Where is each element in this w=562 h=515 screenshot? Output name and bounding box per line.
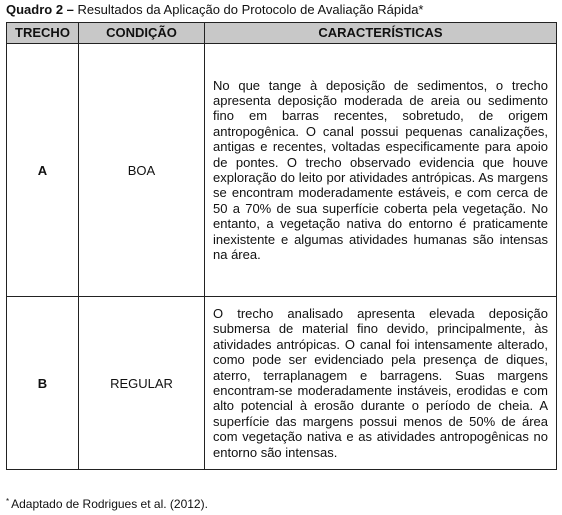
cell-trecho: A <box>7 44 79 297</box>
table-row <box>7 297 557 470</box>
caption-text: Resultados da Aplicação do Protocolo de Avaliação Rápida* <box>77 2 424 17</box>
table-row <box>7 44 557 297</box>
cell-caracteristicas <box>205 297 557 470</box>
footnote-text: Adaptado de Rodrigues et al. (2012). <box>11 497 208 511</box>
header-condicao: CONDIÇÃO <box>79 23 205 44</box>
cell-trecho: B <box>7 297 79 470</box>
table-header-row <box>7 23 557 44</box>
cell-condicao: BOA <box>79 44 205 297</box>
caption-label: Quadro 2 – <box>6 2 74 17</box>
caracteristicas-text: O trecho analisado apresenta elevada deposição submersa de material fino devido, principalmente, às atividades antrópicas. O canal foi intensamente alterado, como pode ser evidenciado pela presença de diques, aterro, terraplanagem e barragens. Suas margens encontram-se moderadamente instáveis, erodidas e com alto potencial à erosão durante o período de cheia. A superfície das margens possui menos de 50% de área com vegetação nativa e as atividades antropogênicas no entorno são intensas. <box>213 305 548 460</box>
caracteristicas-text: No que tange à deposição de sedimentos, o trecho apresenta deposição moderada de areia ou sedimento fino em barras recentes, sobretudo, de origem antropogênica. O canal possui pequenas canalizações, antigas e recentes, voltadas especificamente para apoio de pontes. O trecho observado evidencia que houve exploração do leito por atividades antrópicas. As margens se encontram moderadamente estáveis, e com cerca de 50 a 70% de sua superfície coberta pela vegetação. No entanto, a vegetação nativa do entorno é praticamente inexistente e algumas atividades humanas são intensas na área. <box>213 77 548 263</box>
footnote <box>6 497 208 511</box>
header-trecho: TRECHO <box>7 23 79 44</box>
footnote-marker: * <box>6 497 10 506</box>
table-caption <box>6 2 556 18</box>
cell-condicao: REGULAR <box>79 297 205 470</box>
header-caracteristicas: CARACTERÍSTICAS <box>205 23 557 44</box>
cell-caracteristicas <box>205 44 557 297</box>
results-table <box>6 22 557 470</box>
